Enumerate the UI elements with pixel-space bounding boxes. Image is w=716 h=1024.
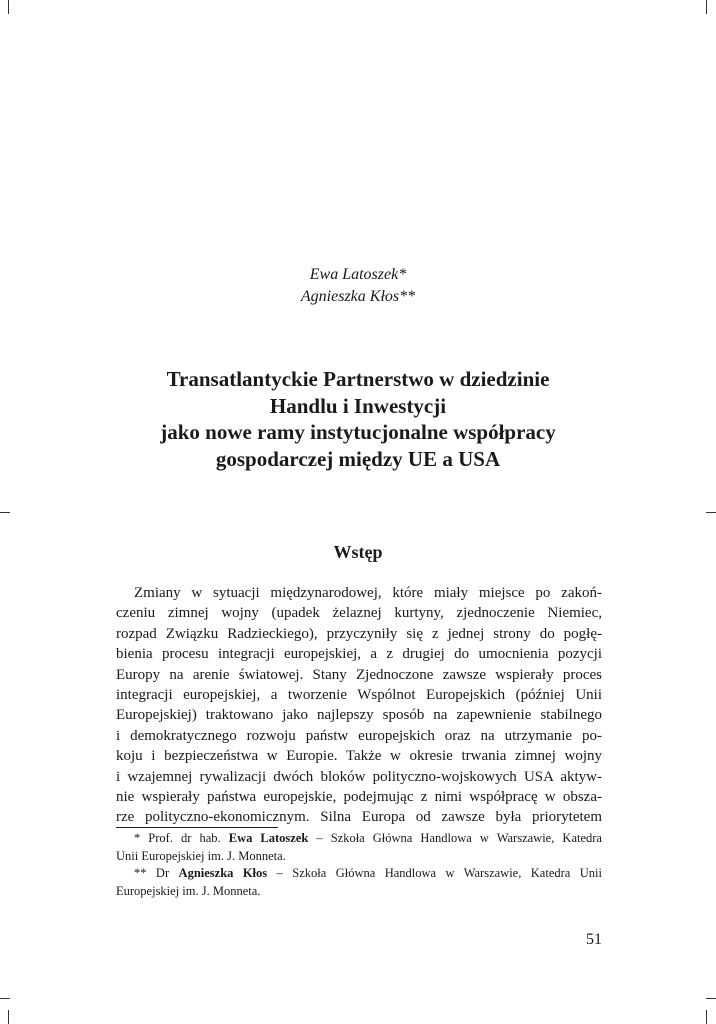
footnote-1-author: Ewa Latoszek (228, 831, 309, 845)
footnote-1-continuation: Unii Europejskiej im. J. Monneta. (116, 848, 286, 863)
footnote-2-author: Agnieszka Kłos (178, 866, 268, 880)
footnote-2-prefix: ** Dr (134, 866, 179, 880)
crop-mark-right-lower (706, 998, 716, 999)
body-line: Zmiany w sytuacji międzynarodowej, które miały miejsce po zakoń- (134, 585, 602, 601)
body-line: Europejskiej) traktowano jako najlepszy sposób na zapewnienie stabilnego (116, 707, 602, 724)
crop-mark-bottom-right (706, 1010, 707, 1024)
footnote-separator (116, 827, 278, 828)
crop-mark-left-lower (0, 998, 10, 999)
title-line: jako nowe ramy instytucjonalne współpracy (160, 420, 556, 444)
crop-mark-left-middle (0, 512, 10, 513)
body-line: rze polityczno-ekonomicznym. Silna Europa od zawsze była priorytetem (116, 809, 602, 826)
section-heading: Wstęp (333, 542, 383, 562)
body-paragraph (116, 583, 602, 828)
crop-mark-right-middle (706, 512, 716, 513)
footnote-1-affiliation: – Szkoła Główna Handlowa w Warszawie, Katedra (308, 831, 602, 845)
crop-mark-top-left (8, 0, 9, 14)
title-line: gospodarczej między UE a USA (215, 446, 501, 471)
crop-mark-top-right (706, 0, 707, 14)
body-line: Europy na arenie światowej. Stany Zjednoczone zawsze wspierały proces (116, 666, 602, 683)
footnote-1 (116, 830, 602, 848)
footnote-2 (116, 865, 602, 883)
title-line: Transatlantyckie Partnerstwo w dziedzinie (166, 367, 550, 391)
body-line: czeniu zimnej wojny (upadek żelaznej kurtyny, zjednoczenie Niemiec, (116, 605, 602, 622)
author-name-1: Ewa Latoszek* (309, 266, 407, 283)
body-line: integracji europejskiej, a tworzenie Wspólnot Europejskich (później Unii (116, 686, 602, 703)
body-line: i wzajemnej rywalizacji dwóch bloków polityczno-wojskowych USA aktyw- (116, 768, 602, 785)
crop-mark-bottom-left (8, 1010, 9, 1024)
footnote-1-prefix: * Prof. dr hab. (134, 831, 229, 845)
authors-block (0, 264, 716, 308)
article-title (60, 366, 656, 472)
footnotes (116, 830, 602, 900)
body-line: koju i bezpieczeństwa w Europie. Także w okresie trwania zimnej wojny (116, 748, 602, 765)
footnote-2-continuation: Europejskiej im. J. Monneta. (116, 883, 261, 898)
page-number: 51 (586, 931, 602, 948)
title-line: Handlu i Inwestycji (269, 393, 447, 418)
body-line: nie wspierały państwa europejskie, podejmując z nimi współpracę w obsza- (116, 788, 602, 805)
footnote-2-affiliation: – Szkoła Główna Handlowa w Warszawie, Katedra Unii (267, 866, 602, 880)
author-name-2: Agnieszka Kłos** (300, 288, 416, 305)
body-line: i demokratycznego rozwoju państw europejskich oraz na utrzymanie po- (116, 727, 602, 744)
body-line: bienia procesu integracji europejskiej, a z drugiej do umocnienia pozycji (116, 646, 602, 663)
body-line: rozpad Związku Radzieckiego), przyczyniły się z jednej strony do pogłę- (116, 625, 602, 642)
